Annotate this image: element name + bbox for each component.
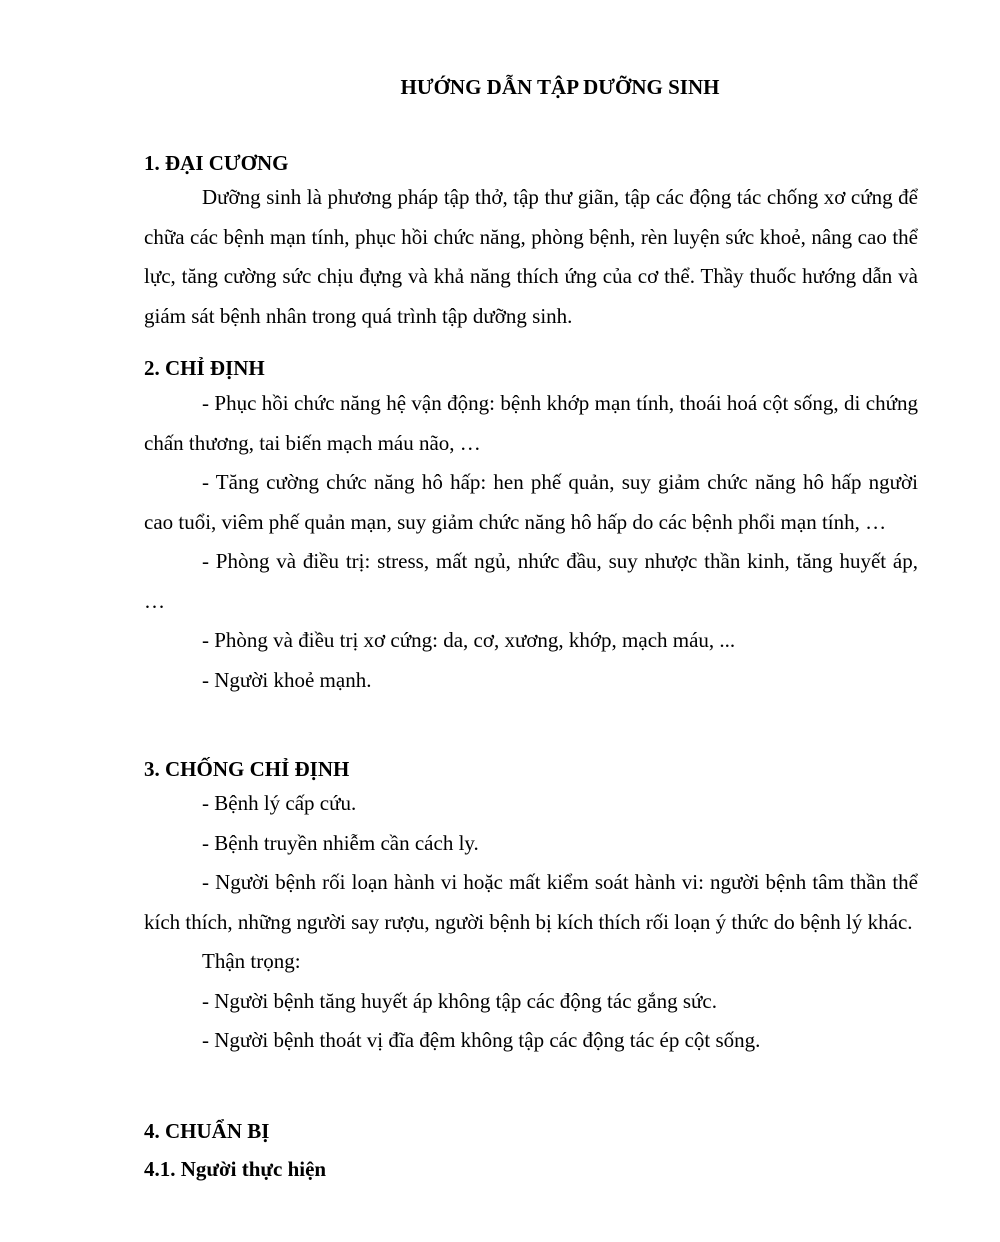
section-1-heading: 1. ĐẠI CƯƠNG <box>144 151 289 175</box>
section-1-paragraph: Dưỡng sinh là phương pháp tập thở, tập thư giãn, tập các động tác chống xơ cứng để chữa các bệnh mạn tính, phục hồi chức năng, phòng bệnh, rèn luyện sức khoẻ, nâng cao thể lực, tăng cường sức chịu đựng và khả năng thích ứng của cơ thể. Thầy thuốc hướng dẫn và giám sát bệnh nhân trong quá trình tập dưỡng sinh. <box>144 185 918 328</box>
contraindication-item: - Người bệnh rối loạn hành vi hoặc mất kiểm soát hành vi: người bệnh tâm thần thể kích thích, những người say rượu, người bệnh bị kích thích rối loạn ý thức do bệnh lý khác. <box>144 870 918 934</box>
section-3-heading: 3. CHỐNG CHỈ ĐỊNH <box>144 757 350 781</box>
section-2-body <box>144 384 918 700</box>
contraindication-item: - Bệnh truyền nhiễm cần cách ly. <box>202 830 479 855</box>
section-2-heading: 2. CHỈ ĐỊNH <box>144 356 265 380</box>
caution-item: - Người bệnh thoát vị đĩa đệm không tập các động tác ép cột sống. <box>202 1028 761 1052</box>
caution-item: - Người bệnh tăng huyết áp không tập các động tác gắng sức. <box>202 988 717 1013</box>
document-title: HƯỚNG DẪN TẬP DƯỠNG SINH <box>400 75 720 99</box>
section-4-1-subheading: 4.1. Người thực hiện <box>144 1157 327 1181</box>
section-4-heading: 4. CHUẨN BỊ <box>144 1119 270 1143</box>
contraindication-item: - Bệnh lý cấp cứu. <box>202 791 357 815</box>
indication-item: - Phòng và điều trị: stress, mất ngủ, nhức đầu, suy nhược thần kinh, tăng huyết áp, … <box>144 549 918 613</box>
indication-item: - Phòng và điều trị xơ cứng: da, cơ, xương, khớp, mạch máu, ... <box>202 628 736 652</box>
indication-item: - Phục hồi chức năng hệ vận động: bệnh khớp mạn tính, thoái hoá cột sống, di chứng chấn thương, tai biến mạch máu não, … <box>144 391 918 455</box>
section-1-body <box>144 178 918 336</box>
indication-item: - Tăng cường chức năng hô hấp: hen phế quản, suy giảm chức năng hô hấp người cao tuổi, viêm phế quản mạn, suy giảm chức năng hô hấp do các bệnh phổi mạn tính, … <box>144 470 918 534</box>
caution-label: Thận trọng: <box>202 949 301 973</box>
indication-item: - Người khoẻ mạnh. <box>202 667 372 692</box>
section-3-body <box>144 784 918 1061</box>
